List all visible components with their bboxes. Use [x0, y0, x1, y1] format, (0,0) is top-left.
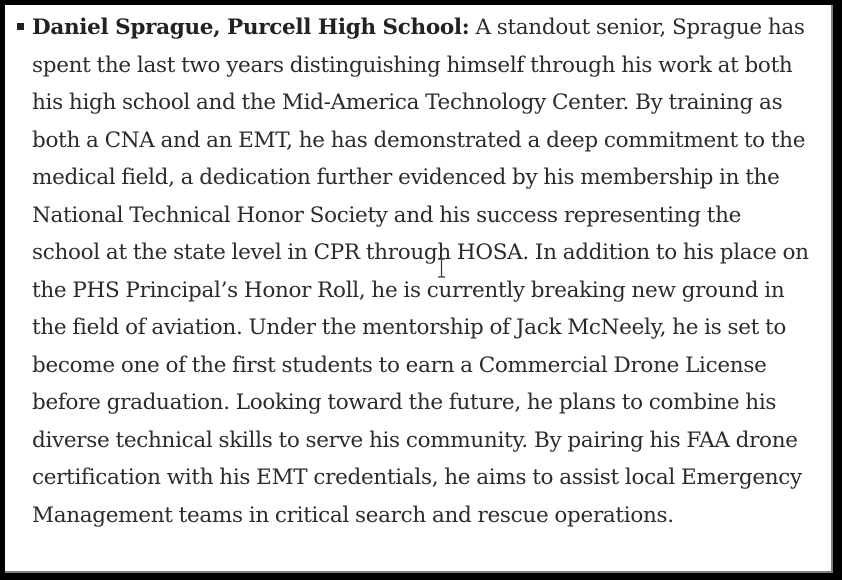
document-page	[5, 5, 833, 573]
bio-paragraph[interactable]	[15, 9, 814, 534]
bio-heading: Daniel Sprague, Purcell High School:	[32, 15, 470, 40]
square-bullet-icon	[17, 23, 24, 30]
bio-body: A standout senior, Sprague has spent the last two years distinguishing himself through his work at both his high school and the Mid-America Technology Center. By training as both a CNA and an EMT, he has demonstrated a deep commitment to the medical field, a dedication further evidenced by his membership in the National Technical Honor Society and his success representing the school at the state level in CPR through HOSA. In addition to his place on the PHS Principal’s Honor Roll, he is currently breaking new ground in the field of aviation. Under the mentorship of Jack McNeely, he is set to become one of the first students to earn a Commercial Drone License before graduation. Looking toward the future, he plans to combine his diverse technical skills to serve his community. By pairing his FAA drone certification with his EMT credentials, he aims to assist local Emergency Management teams in critical search and rescue operations.	[32, 15, 809, 528]
text-cursor-icon	[437, 258, 446, 278]
list-item	[15, 9, 823, 534]
